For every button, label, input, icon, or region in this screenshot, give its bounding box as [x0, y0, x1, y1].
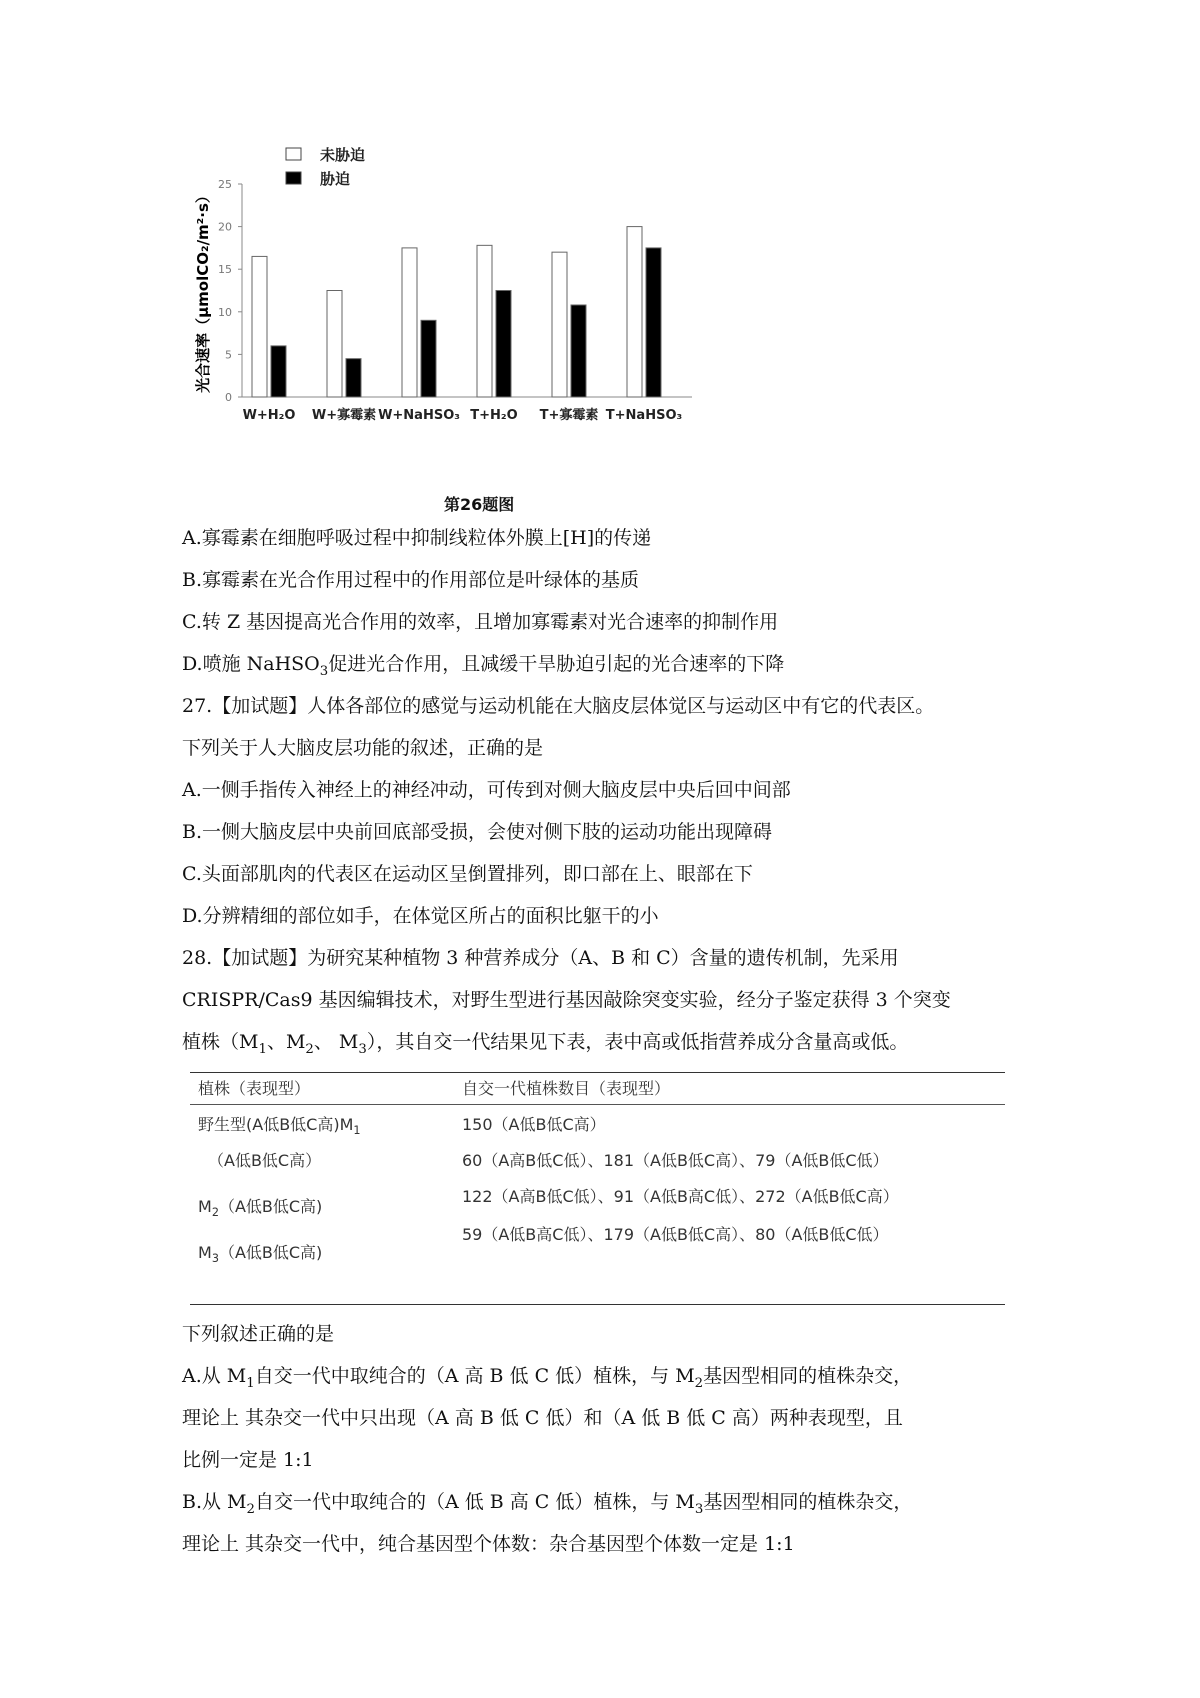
y-tick-label: 10 — [218, 305, 232, 319]
table-header-plant: 植株（表现型） — [198, 1079, 311, 1098]
q28-ask: 下列叙述正确的是 — [182, 1323, 335, 1345]
x-tick-label: T+NaHSO₃ — [605, 408, 683, 423]
bar-stressed — [421, 320, 436, 397]
y-tick-label: 5 — [225, 348, 232, 362]
q28-stem-line1: 28.【加试题】为研究某种植物 3 种营养成分（A、B 和 C）含量的遗传机制，先采用 — [182, 947, 899, 969]
chart-legend — [286, 146, 365, 188]
legend-label: 未胁迫 — [320, 146, 366, 164]
table-header-rule — [190, 1104, 1005, 1105]
x-tick-label: W+H₂O — [242, 408, 296, 423]
figure-caption: 第26题图 — [444, 495, 515, 514]
y-tick-label: 0 — [225, 391, 232, 404]
q27-stem-line2: 下列关于人大脑皮层功能的叙述，正确的是 — [182, 737, 544, 759]
q26-option-b: B.寡霉素在光合作用过程中的作用部位是叶绿体的基质 — [182, 569, 640, 591]
bar-stressed — [346, 359, 361, 397]
y-tick-label: 20 — [218, 220, 232, 234]
bar-stressed — [271, 346, 286, 397]
table-bottom-rule — [190, 1304, 1005, 1305]
q28-option-b-line2: 理论上 其杂交一代中，纯合基因型个体数：杂合基因型个体数一定是 1:1 — [182, 1533, 795, 1555]
x-tick-label: T+寡霉素 — [539, 408, 599, 423]
q28-stem-line2: CRISPR/Cas9 基因编辑技术，对野生型进行基因敲除突变实验，经分子鉴定获得 3 个突变 — [182, 989, 951, 1011]
bar-unstressed — [627, 227, 642, 397]
q27-option-c: C.头面部肌肉的代表区在运动区呈倒置排列，即口部在上、眼部在下 — [182, 863, 753, 885]
table-cell-m3-offspring: 59（A低B高C低）、179（A低B低C高）、80（A低B低C低） — [462, 1225, 889, 1244]
bar-unstressed — [477, 245, 492, 397]
q26-option-a: A.寡霉素在细胞呼吸过程中抑制线粒体外膜上[H]的传递 — [182, 527, 652, 549]
x-tick-label: T+H₂O — [470, 408, 518, 423]
q26-option-c: C.转 Z 基因提高光合作用的效率，且增加寡霉素对光合速率的抑制作用 — [182, 611, 779, 633]
x-tick-label: W+寡霉素 — [311, 408, 377, 423]
legend-label: 胁迫 — [320, 170, 351, 188]
legend-swatch — [286, 172, 301, 184]
q28-option-a-line1: A.从 $M_1$自交一代中取纯合的（A 高 B 低 C 低）植株，与 $M_2$基因型相同的植株杂交， — [182, 1365, 913, 1391]
table-cell-wild-type: 野生型(A低B低C高)$M_1$ — [198, 1115, 361, 1138]
bar-chart — [190, 145, 750, 485]
table-cell-m3: $M_3(A$低B低C高) — [198, 1243, 323, 1266]
bar-unstressed — [327, 291, 342, 398]
y-tick-label: 15 — [218, 263, 232, 277]
bar-unstressed — [252, 256, 267, 397]
table-top-rule — [190, 1072, 1005, 1073]
bar-unstressed — [552, 252, 567, 397]
table-cell-m1-offspring: 60（A高B低C低）、181（A低B低C高）、79（A低B低C低） — [462, 1151, 889, 1170]
q26-option-d: D.喷施 NaHSO$_3$促进光合作用，且减缓干旱胁迫引起的光合速率的下降 — [182, 653, 785, 679]
q28-option-b-line1: B.从 $M_2$自交一代中取纯合的（A 低 B 高 C 低）植株，与 $M_3$基因型相同的植株杂交， — [182, 1491, 913, 1517]
q27-stem-line1: 27.【加试题】人体各部位的感觉与运动机能在大脑皮层体觉区与运动区中有它的代表区。 — [182, 695, 935, 717]
bar-unstressed — [402, 248, 417, 397]
y-axis-label: 光合速率（μmolCO₂/m²·s） — [194, 188, 212, 393]
table-cell-m2: $M_2(A$低B低C高) — [198, 1197, 323, 1220]
q28-option-a-line2: 理论上 其杂交一代中只出现（A 高 B 低 C 低）和（A 低 B 低 C 高）两种表现型，且 — [182, 1407, 903, 1429]
q28-option-a-line3: 比例一定是 1:1 — [182, 1449, 314, 1471]
q27-option-a: A.一侧手指传入神经上的神经冲动，可传到对侧大脑皮层中央后回中间部 — [182, 779, 791, 801]
table-cell-m2-offspring: 122（A高B低C低）、91（A低B高C低）、272（A低B低C高） — [462, 1187, 899, 1206]
q27-option-d: D.分辨精细的部位如手，在体觉区所占的面积比躯干的小 — [182, 905, 659, 927]
bar-stressed — [496, 291, 511, 398]
legend-swatch — [286, 148, 301, 160]
q27-option-b: B.一侧大脑皮层中央前回底部受损，会使对侧下肢的运动功能出现障碍 — [182, 821, 773, 843]
bar-stressed — [646, 248, 661, 397]
table-cell-wild-offspring: 150（A低B低C高） — [462, 1115, 606, 1134]
x-tick-label: W+NaHSO₃ — [378, 408, 460, 423]
table-header-offspring: 自交一代植株数目（表现型） — [462, 1079, 671, 1098]
x-axis-labels — [243, 407, 683, 423]
y-tick-label: 25 — [218, 178, 232, 191]
y-axis — [218, 178, 692, 404]
chart-bars — [252, 227, 661, 397]
table-cell-m1: （A低B低C高） — [208, 1151, 322, 1170]
bar-stressed — [571, 305, 586, 397]
q28-stem-line3: 植株（$M_1$、$M_2$、 $M_3$），其自交一代结果见下表，表中高或低指营养成分含量高或低。 — [182, 1031, 909, 1057]
